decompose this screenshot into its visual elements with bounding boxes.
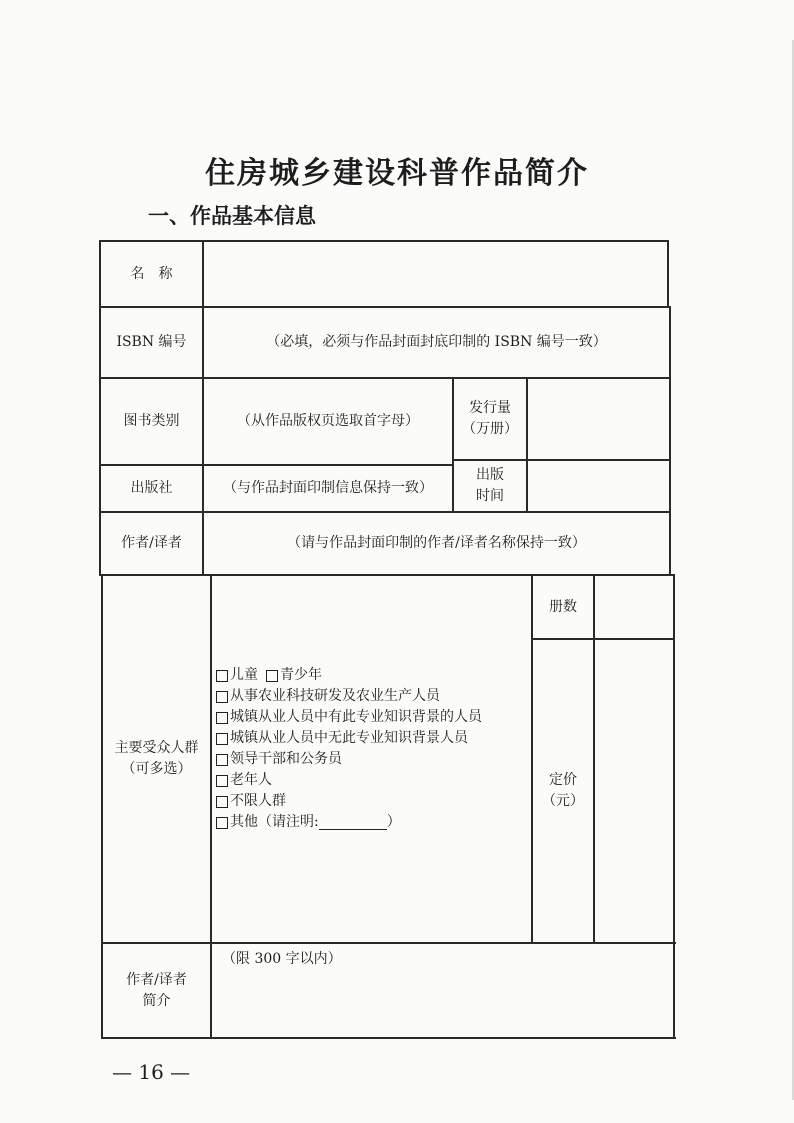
price-label: 定价 （元） [542, 772, 584, 809]
other-specify-field[interactable] [319, 815, 387, 830]
option-label: 其他（请注明: [230, 814, 319, 830]
checkbox-officials[interactable] [216, 754, 228, 766]
category-field[interactable] [204, 379, 452, 464]
table-line [673, 574, 675, 1038]
option-label: 城镇从业人员中有此专业知识背景的人员 [230, 709, 482, 725]
checkbox-elderly[interactable] [216, 775, 228, 787]
option-label: 领导干部和公务员 [230, 751, 342, 767]
checkbox-teenagers[interactable] [266, 670, 278, 682]
name-field[interactable] [204, 242, 667, 306]
audience-options [216, 665, 528, 833]
checkbox-children[interactable] [216, 670, 228, 682]
isbn-label: ISBN 编号 [116, 334, 187, 350]
category-note: （从作品版权页选取首字母） [237, 413, 419, 429]
isbn-note: （必填，必须与作品封面封底印制的 ISBN 编号一致） [266, 334, 607, 350]
option-label: 从事农业科技研发及农业生产人员 [230, 688, 440, 704]
option-line [216, 686, 528, 707]
option-label: ） [386, 814, 401, 830]
option-line [216, 812, 528, 833]
category-label: 图书类别 [123, 413, 180, 429]
author-label: 作者/译者 [121, 535, 182, 551]
option-line [216, 707, 528, 728]
page-title: 住房城乡建设科普作品简介 [205, 156, 589, 191]
option-label: 儿童 [230, 667, 258, 683]
volumes-field[interactable] [595, 576, 673, 638]
page-number: — 16 — [112, 1060, 191, 1084]
table-line [101, 1037, 676, 1039]
table-line [667, 240, 669, 306]
circulation-field[interactable] [528, 379, 669, 459]
option-line [216, 728, 528, 749]
section-heading: 一、作品基本信息 [148, 204, 316, 228]
author-note: （请与作品封面印制的作者/译者名称保持一致） [287, 535, 586, 551]
checkbox-unlimited[interactable] [216, 796, 228, 808]
option-label: 不限人群 [230, 793, 286, 809]
option-line [216, 665, 528, 686]
checkbox-urban-without-background[interactable] [216, 733, 228, 745]
option-line [216, 791, 528, 812]
intro-note: （限 300 字以内） [222, 951, 342, 967]
checkbox-urban-with-background[interactable] [216, 712, 228, 724]
option-line [216, 770, 528, 791]
checkbox-other[interactable] [216, 817, 228, 829]
volumes-label: 册数 [549, 598, 577, 615]
name-label: 名 称 [130, 265, 173, 282]
price-field[interactable] [595, 640, 673, 942]
circulation-label: 发行量 （万册） [462, 400, 518, 437]
pubtime-field[interactable] [528, 461, 669, 511]
checkbox-agri-staff[interactable] [216, 691, 228, 703]
audience-label: 主要受众人群 （可多选） [114, 740, 199, 777]
pubtime-label: 出版 时间 [476, 467, 504, 504]
publisher-label: 出版社 [130, 480, 173, 496]
option-line [216, 749, 528, 770]
intro-label: 作者/译者 简介 [126, 971, 187, 1009]
publisher-note: （与作品封面印制信息保持一致） [223, 480, 433, 496]
option-label: 城镇从业人员中无此专业知识背景人员 [230, 730, 468, 746]
option-label: 青少年 [280, 667, 322, 683]
author-field[interactable] [204, 513, 669, 574]
option-label: 老年人 [230, 772, 272, 788]
isbn-field[interactable] [204, 308, 669, 377]
table-line [669, 306, 671, 576]
publisher-field[interactable] [204, 466, 452, 511]
